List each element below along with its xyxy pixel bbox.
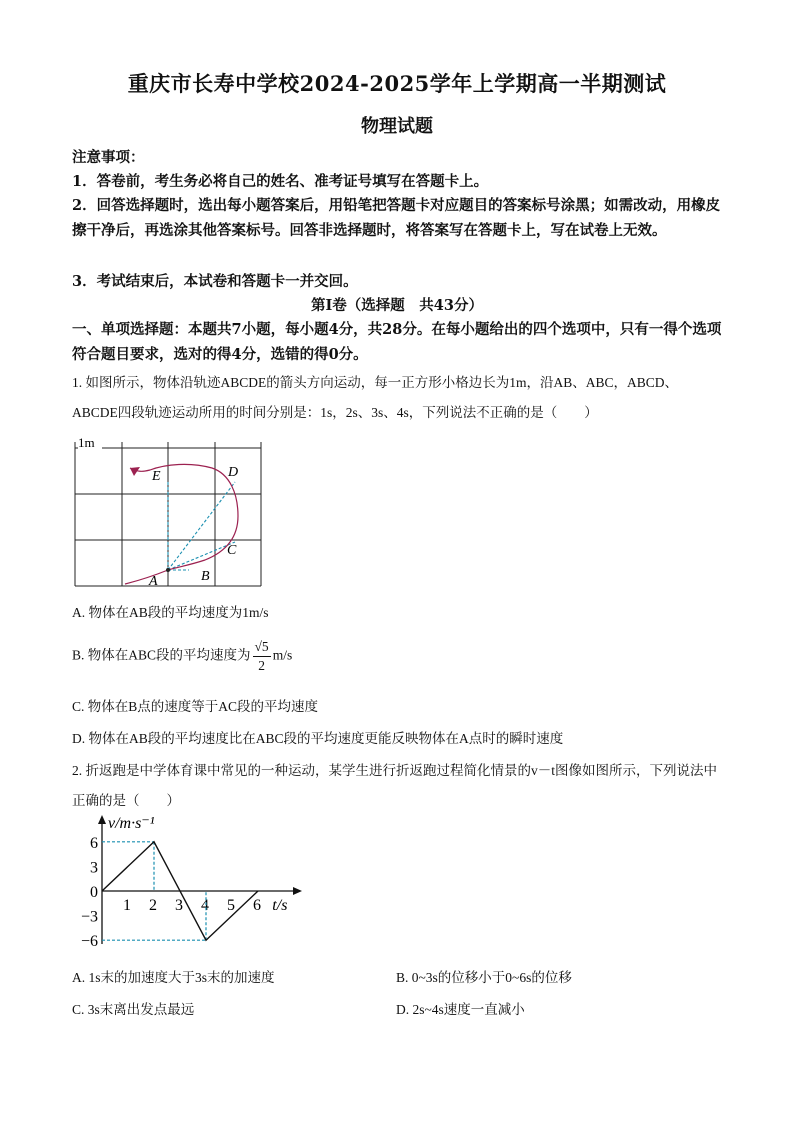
q1-option-b-unit: m/s — [272, 647, 293, 663]
note-item-2: 2．回答选择题时，选出每小题答案后，用铅笔把答题卡对应题目的答案标号涂黑；如需改动，用橡皮擦干净后，再选涂其他答案标号。回答非选择题时，将答案写在答题卡上，写在试卷上无效。 — [72, 197, 721, 239]
x-axis-label: t/s — [272, 897, 288, 914]
fraction-denominator: 2 — [258, 658, 265, 673]
trajectory-figure — [70, 434, 270, 592]
point-d-label: D — [228, 465, 239, 480]
q1-option-b — [72, 638, 292, 675]
y-tick-label: −6 — [80, 933, 98, 951]
point-a-label: A — [149, 574, 158, 589]
q2-option-d: D. 2s~4s速度一直减小 — [396, 1002, 525, 1017]
exam-title: 重庆市长寿中学校2024-2025学年上学期高一半期测试 — [127, 71, 667, 96]
unit-label: 1m — [78, 435, 95, 450]
point-b-label: B — [201, 569, 210, 584]
q2-option-a: A. 1s末的加速度大于3s末的加速度 — [72, 970, 275, 985]
y-tick-label: 6 — [90, 834, 98, 852]
q2-option-c: C. 3s末离出发点最远 — [72, 1002, 195, 1017]
x-tick-label: 1 — [123, 897, 131, 914]
section-one-heading: 一、单项选择题：本题共7小题，每小题4分，共28分。在每小题给出的四个选项中，只有一得个选项符合题目要求，选对的得4分，选错的得0分。 — [72, 321, 722, 363]
q1-option-d: D. 物体在AB段的平均速度比在ABC段的平均速度更能反映物体在A点时的瞬时速度 — [72, 731, 564, 746]
notes-label: 注意事项： — [72, 149, 145, 166]
q1-option-c: C. 物体在B点的速度等于AC段的平均速度 — [72, 699, 319, 714]
x-tick-label: 3 — [175, 897, 183, 914]
y-tick-label: 0 — [90, 884, 98, 901]
y-tick-label: −3 — [80, 908, 98, 926]
note-item-1: 1．答卷前，考生务必将自己的姓名、准考证号填写在答题卡上。 — [72, 173, 489, 190]
exam-subtitle: 物理试题 — [361, 116, 433, 137]
y-axis-label: v/m·s⁻¹ — [108, 815, 155, 832]
x-tick-label: 6 — [253, 897, 261, 914]
y-tick-label: 3 — [90, 859, 98, 877]
q2-option-b: B. 0~3s的位移小于0~6s的位移 — [396, 970, 572, 985]
note-item-3: 3．考试结束后，本试卷和答题卡一并交回。 — [72, 273, 358, 290]
x-tick-label: 2 — [149, 897, 157, 914]
sqrt5-over-2-fraction — [253, 638, 271, 675]
question-2-stem: 2. 折返跑是中学体育课中常见的一种运动，某学生进行折返跑过程简化情景的v－t图像如图所示，下列说法中正确的是（ ） — [72, 763, 717, 808]
q1-option-b-text: B. 物体在ABC段的平均速度为 — [72, 647, 251, 663]
fraction-numerator: √5 — [253, 638, 271, 657]
y-axis-arrow — [98, 815, 106, 824]
point-e-label: E — [152, 469, 161, 484]
vt-chart — [72, 812, 308, 952]
question-1-stem: 1. 如图所示，物体沿轨迹ABCDE的箭头方向运动，每一正方形小格边长为1m，沿AB、ABC，ABCD、ABCDE四段轨迹运动所用的时间分别是：1s，2s、3s、4s，下列说法不正确的是（ ） — [72, 375, 679, 420]
point-c-label: C — [227, 543, 237, 558]
volume-title: 第Ⅰ卷（选择题 共43分） — [311, 297, 483, 314]
x-axis-arrow — [293, 887, 302, 895]
q1-option-a: A. 物体在AB段的平均速度为1m/s — [72, 605, 269, 620]
x-tick-label: 5 — [227, 897, 235, 914]
x-tick-label: 4 — [201, 897, 209, 914]
